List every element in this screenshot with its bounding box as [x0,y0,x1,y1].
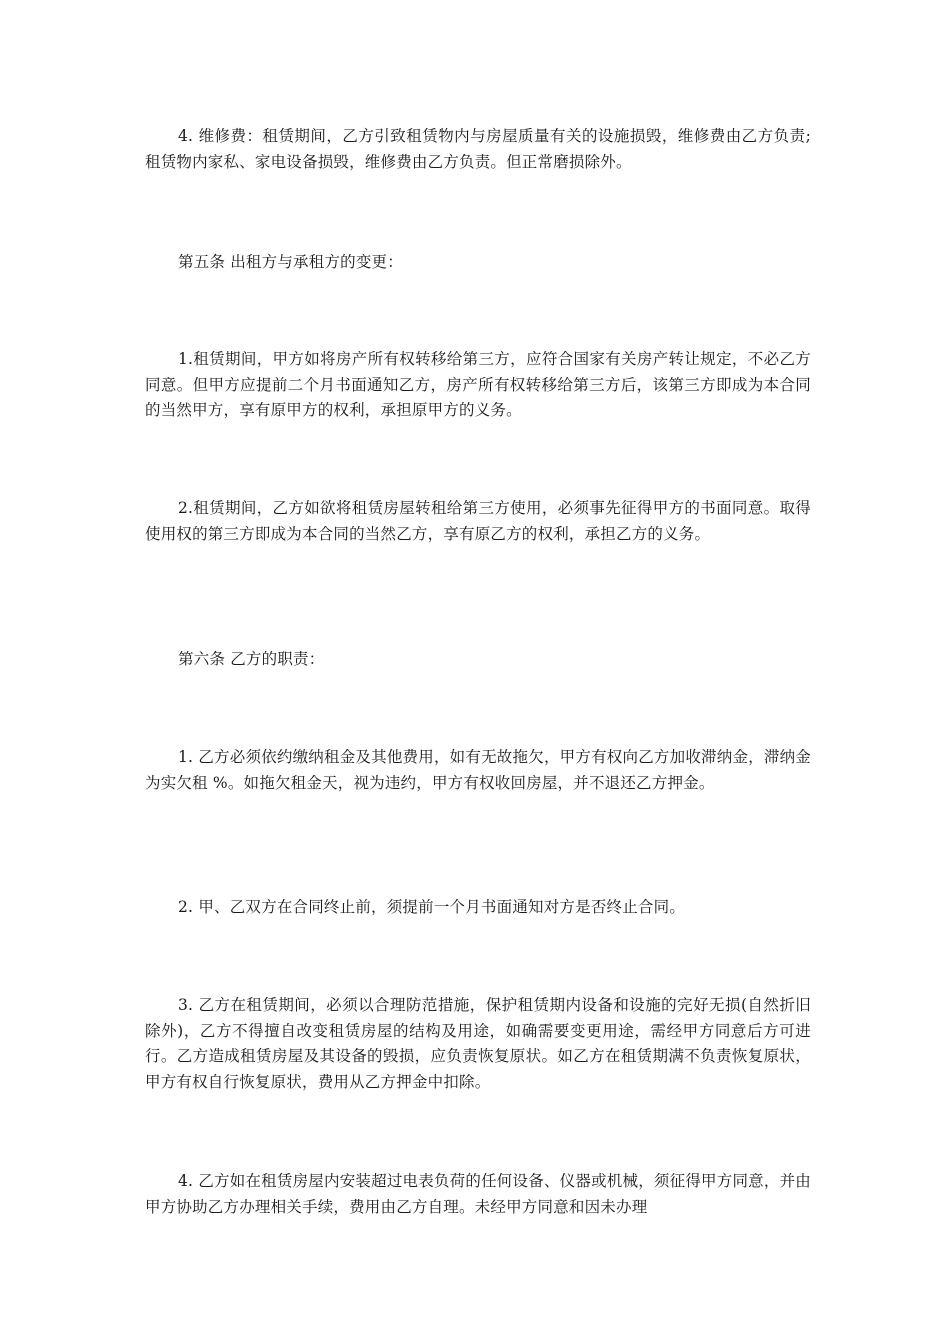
article-6-item-4: 4. 乙方如在租赁房屋内安装超过电表负荷的任何设备、仪器或机械，须征得甲方同意，并由甲方协助乙方办理相关手续，费用由乙方自理。未经甲方同意和因未办理 [145,1172,811,1216]
article-5-item-2: 2.租赁期间，乙方如欲将租赁房屋转租给第三方使用，必须事先征得甲方的书面同意。取得使用权的第三方即成为本合同的当然乙方，享有原乙方的权利，承担乙方的义务。 [145,499,811,543]
article-6-item-3: 3. 乙方在租赁期间，必须以合理防范措施，保护租赁期内设备和设施的完好无损(自然折旧除外)，乙方不得擅自改变租赁房屋的结构及用途，如确需要变更用途，需经甲方同意后方可进行。乙方造成租赁房屋及其设备的毁损，应负责恢复原状。如乙方在租赁期满不负责恢复原状，甲方有权自行恢复原状，费用从乙方押金中扣除。 [145,996,811,1091]
article-6-item-2: 2. 甲、乙双方在合同终止前，须提前一个月书面通知对方是否终止合同。 [178,898,686,916]
article-5-heading: 第五条 出租方与承租方的变更： [178,253,403,271]
article-6-item-1: 1. 乙方必须依约缴纳租金及其他费用，如有无故拖欠，甲方有权向乙方加收滞纳金，滞纳金为实欠租 %。如拖欠租金天，视为违约，甲方有权收回房屋，并不退还乙方押金。 [145,748,811,792]
clause-4-maintenance-fee: 4. 维修费：租赁期间，乙方引致租赁物内与房屋质量有关的设施损毁，维修费由乙方负责;租赁物内家私、家电设备损毁，维修费由乙方负责。但正常磨损除外。 [145,127,811,171]
article-6-heading: 第六条 乙方的职责： [178,650,325,668]
article-5-item-1: 1.租赁期间，甲方如将房产所有权转移给第三方，应符合国家有关房产转让规定，不必乙方同意。但甲方应提前二个月书面通知乙方，房产所有权转移给第三方后，该第三方即成为本合同的当然甲方，享有原甲方的权利，承担原甲方的义务。 [145,350,811,419]
